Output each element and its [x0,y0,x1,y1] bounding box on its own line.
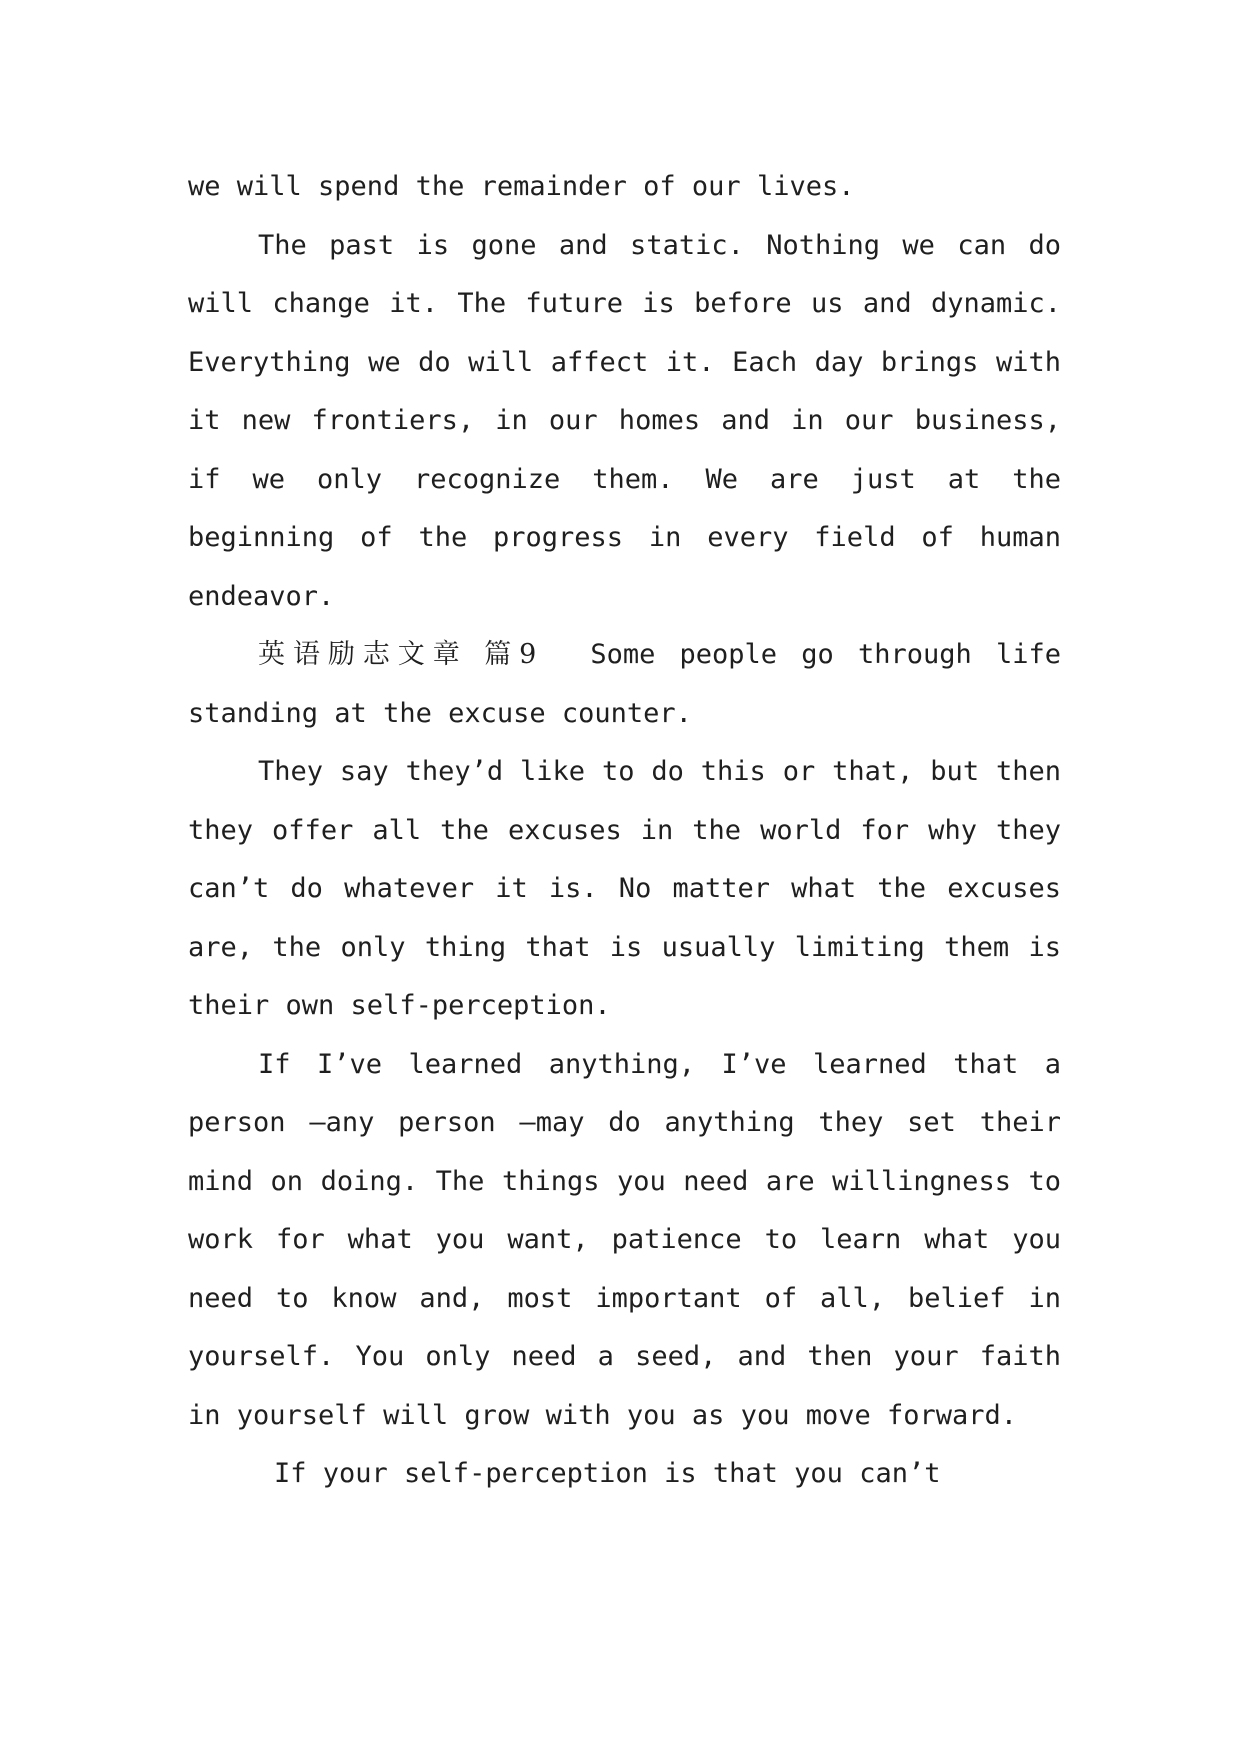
section-heading: 英语励志文章 篇9 [258,639,537,670]
paragraph-continuation: we will spend the remainder of our lives. [188,171,855,202]
paragraph-self-perception: If your self-perception is that you can’t [274,1458,941,1489]
paragraph-past-and-future: The past is gone and static. Nothing we can do will change it. The future is before us and dynamic. Everything we do will affect it. Each day brings with it new frontiers, in our homes and in our business, if we only recognize them. We are just at the beginning of the progress in every field of human endeavor. [188,229,1061,612]
paragraph-section-9-intro [188,626,1061,743]
paragraph-excuses: They say they’d like to do this or that, but then they offer all the excuses in the world for why they can’t do whatever it is. No matter what the excuses are, the only thing that is usually limiting them is their own self-perception. [188,756,1061,1021]
section-intro-text: Some people go through life standing at the excuse counter. [188,639,1061,729]
paragraph-belief: If I’ve learned anything, I’ve learned that a person —any person —may do anything they set their mind on doing. The things you need are willingness to work for what you want, patience to learn what you need to know and, most important of all, belief in yourself. You only need a seed, and then your faith in yourself will grow with you as you move forward. [188,1048,1061,1431]
article-body [188,158,1061,1504]
